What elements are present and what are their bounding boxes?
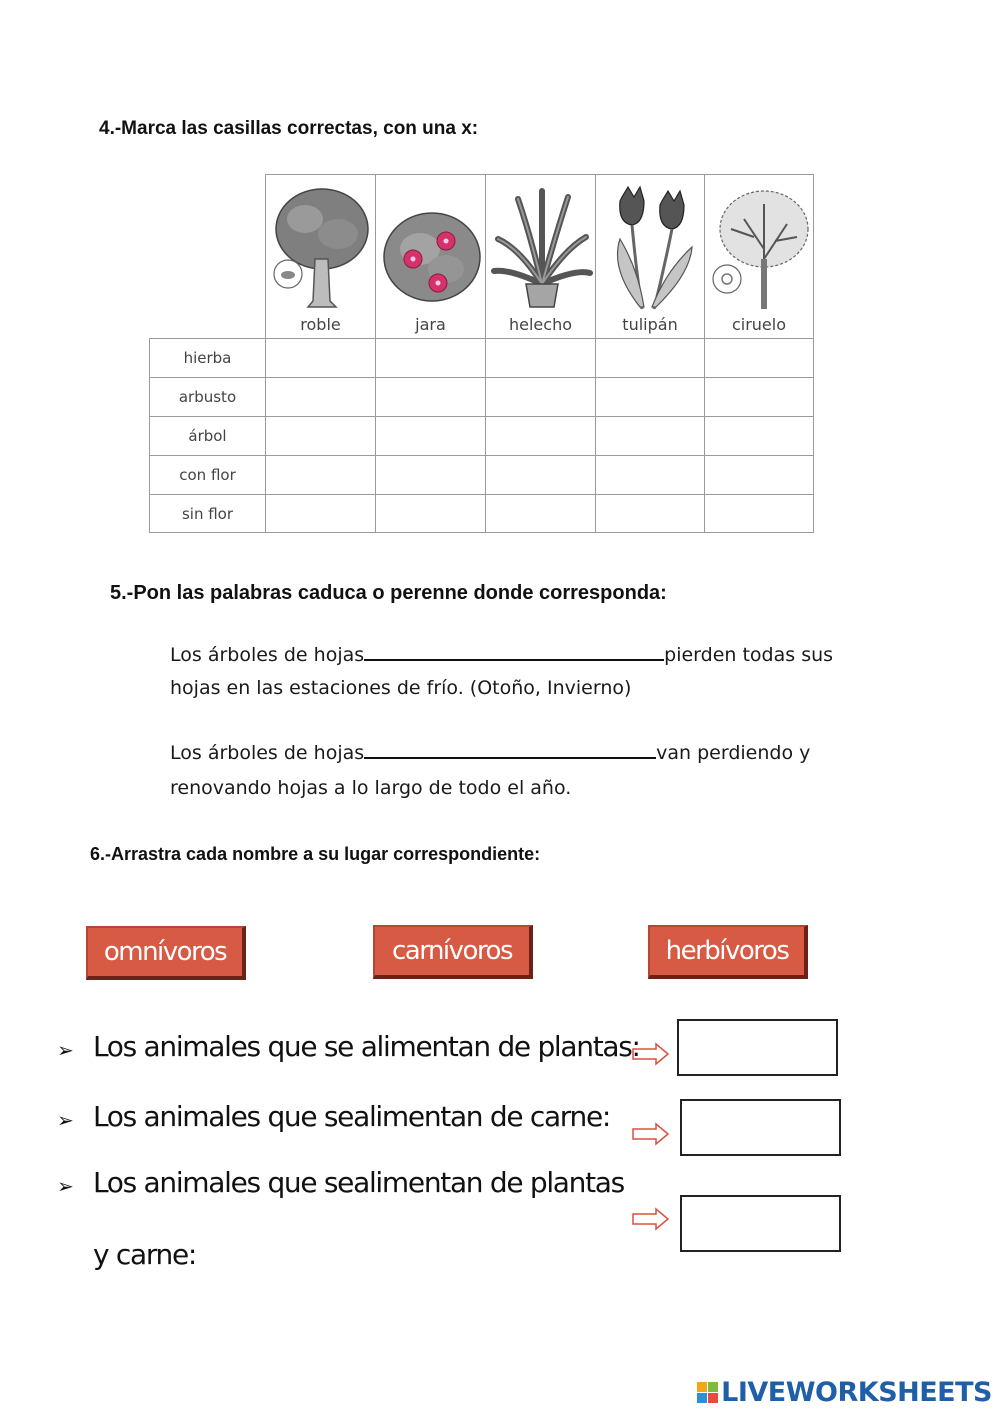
checkbox-cell[interactable] [265, 377, 376, 417]
checkbox-cell[interactable] [265, 455, 376, 495]
row-label-cell [149, 455, 266, 495]
plant-label: roble [300, 315, 341, 334]
arrow-bullet-icon: ➢ [57, 1040, 74, 1062]
right-arrow-icon [632, 1122, 670, 1146]
checkbox-cell[interactable] [485, 416, 596, 456]
fern-icon [490, 179, 593, 314]
row-label: hierba [183, 349, 232, 367]
checkbox-cell[interactable] [375, 338, 486, 378]
checkbox-cell[interactable] [704, 416, 814, 456]
row-label-cell [149, 494, 266, 533]
drag-chip-herbivoros[interactable]: herbívoros [648, 925, 808, 979]
match-item-text: Los animales que se alimentan de plantas: [93, 1030, 640, 1063]
checkbox-cell[interactable] [485, 494, 596, 533]
match-item-text: Los animales que sealimentan de plantas [93, 1166, 624, 1199]
checkbox-cell[interactable] [265, 416, 376, 456]
checkbox-cell[interactable] [595, 377, 705, 417]
right-arrow-icon [632, 1207, 670, 1231]
checkbox-cell[interactable] [485, 338, 596, 378]
row-label-cell [149, 338, 266, 378]
section-5-heading: 5.-Pon las palabras caduca o perenne donde corresponda: [110, 582, 667, 604]
checkbox-cell[interactable] [704, 377, 814, 417]
drag-chip-omnivoros[interactable]: omnívoros [86, 926, 246, 980]
checkbox-cell[interactable] [485, 377, 596, 417]
plant-label: helecho [509, 315, 572, 334]
liveworksheets-logo-icon [697, 1382, 718, 1403]
brand-text: LIVEWORKSHEETS [721, 1377, 992, 1408]
checkbox-cell[interactable] [265, 494, 376, 533]
match-item-text-line-2: y carne: [93, 1238, 197, 1271]
checkbox-cell[interactable] [485, 455, 596, 495]
checkbox-cell[interactable] [595, 338, 705, 378]
sentence-text: pierden todas sus [664, 644, 834, 666]
rockrose-shrub-icon [380, 179, 483, 314]
checkbox-cell[interactable] [375, 455, 486, 495]
section-4-heading: 4.-Marca las casillas correctas, con una x: [99, 118, 479, 139]
row-label: arbusto [178, 388, 237, 406]
plant-header-ciruelo [704, 174, 814, 339]
plant-header-tulipan [595, 174, 705, 339]
sentence-1-line-2: hojas en las estaciones de frío. (Otoño, Invierno) [170, 677, 632, 699]
checkbox-cell[interactable] [375, 416, 486, 456]
checkbox-cell[interactable] [704, 338, 814, 378]
plant-header-roble [265, 174, 376, 339]
plant-header-helecho [485, 174, 596, 339]
plum-tree-icon [709, 179, 811, 314]
plant-header-jara [375, 174, 486, 339]
checkbox-cell[interactable] [375, 494, 486, 533]
checkbox-cell[interactable] [704, 494, 814, 533]
row-label-cell [149, 377, 266, 417]
row-label: con flor [179, 466, 236, 484]
tulip-icon [600, 179, 702, 314]
liveworksheets-brand [697, 1377, 992, 1408]
checkbox-cell[interactable] [595, 455, 705, 495]
checkbox-cell[interactable] [265, 338, 376, 378]
row-label: sin flor [181, 504, 234, 523]
arrow-bullet-icon: ➢ [57, 1110, 74, 1132]
blank-answer-field[interactable] [364, 658, 664, 661]
sentence-text: Los árboles de hojas [170, 644, 365, 666]
row-label: árbol [188, 427, 227, 445]
checkbox-cell[interactable] [595, 494, 705, 533]
checkbox-cell[interactable] [375, 377, 486, 417]
fill-blank-sentence-2 [170, 742, 890, 764]
checkbox-cell[interactable] [595, 416, 705, 456]
blank-answer-field[interactable] [364, 756, 656, 759]
plant-label: tulipán [622, 315, 678, 334]
oak-tree-icon [270, 179, 373, 314]
drag-chip-carnivoros[interactable]: carnívoros [373, 925, 533, 979]
plant-label: ciruelo [731, 315, 787, 334]
plant-label: jara [415, 315, 446, 334]
arrow-bullet-icon: ➢ [57, 1176, 74, 1198]
row-label-cell [149, 416, 266, 456]
section-6-heading: 6.-Arrastra cada nombre a su lugar correspondiente: [90, 844, 541, 864]
right-arrow-icon [632, 1042, 670, 1066]
drop-box-omnivoros[interactable] [680, 1195, 841, 1252]
fill-blank-sentence-1 [170, 644, 890, 666]
drop-box-herbivoros[interactable] [677, 1019, 838, 1076]
sentence-2-line-2: renovando hojas a lo largo de todo el año. [170, 777, 572, 799]
checkbox-cell[interactable] [704, 455, 814, 495]
match-item-text: Los animales que sealimentan de carne: [93, 1100, 611, 1133]
drop-box-carnivoros[interactable] [680, 1099, 841, 1156]
sentence-text: Los árboles de hojas [170, 742, 365, 764]
sentence-text: van perdiendo y [656, 742, 811, 764]
